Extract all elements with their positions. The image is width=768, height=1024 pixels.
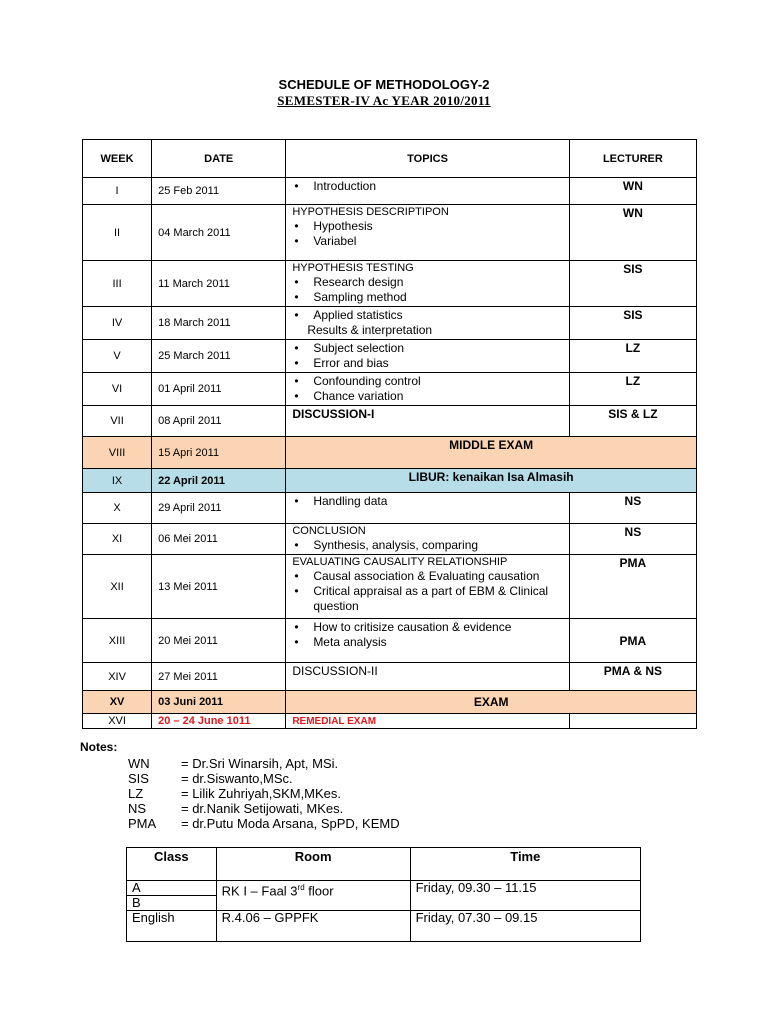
date-cell: 15 Apri 2011: [152, 437, 286, 469]
table-row: [83, 373, 697, 406]
topic-cell: [286, 340, 569, 373]
notes-list: [128, 756, 400, 831]
week-cell: XI: [83, 524, 152, 555]
lecturer-cell: WN: [569, 205, 696, 261]
topic-bullet: • Causal association & Evaluating causation: [292, 569, 564, 584]
topic-bullet: • Sampling method: [292, 290, 564, 305]
rooms-table: [126, 847, 641, 942]
topic-bullet: • How to critisize causation & evidence: [292, 620, 564, 635]
time-cell: Friday, 07.30 – 09.15: [410, 911, 640, 942]
table-row: [83, 178, 697, 205]
date-cell: 20 – 24 June 1011: [152, 714, 286, 729]
table-row: [83, 691, 697, 714]
class-cell: B: [127, 896, 217, 911]
page-title: SCHEDULE OF METHODOLOGY-2: [278, 77, 490, 92]
header-time: Time: [410, 848, 640, 881]
table-row: [83, 261, 697, 307]
week-cell: IX: [83, 469, 152, 493]
note-abbr: PMA: [128, 816, 157, 831]
table-row: [83, 205, 697, 261]
week-cell: I: [83, 178, 152, 205]
rooms-header-row: [127, 848, 641, 881]
topic-heading: CONCLUSION: [292, 525, 366, 537]
note-abbr: LZ: [128, 786, 144, 801]
lecturer-cell: NS: [569, 493, 696, 524]
schedule-table: [82, 139, 697, 729]
week-cell: VIII: [83, 437, 152, 469]
date-cell: 22 April 2011: [152, 469, 286, 493]
topic-cell: [286, 307, 569, 340]
date-cell: 29 April 2011: [152, 493, 286, 524]
topic-bullet: • Error and bias: [292, 356, 564, 371]
topic-line: Results & interpretation: [307, 323, 433, 337]
date-cell: 25 Feb 2011: [152, 178, 286, 205]
table-row: [127, 911, 641, 942]
notes-label: Notes:: [80, 740, 118, 754]
week-cell: II: [83, 205, 152, 261]
date-cell: 13 Mei 2011: [152, 555, 286, 619]
note-item: [128, 816, 400, 831]
date-cell: 01 April 2011: [152, 373, 286, 406]
date-cell: 20 Mei 2011: [152, 619, 286, 663]
note-item: [128, 786, 400, 801]
header-room: Room: [216, 848, 410, 881]
note-item: [128, 771, 400, 786]
week-cell: XVI: [83, 714, 152, 729]
header-date: DATE: [152, 140, 286, 178]
class-cell: English: [127, 911, 217, 942]
header-lecturer: LECTURER: [569, 140, 696, 178]
note-item: [128, 756, 400, 771]
time-cell: Friday, 09.30 – 11.15: [410, 881, 640, 911]
topic-bullet: • Subject selection: [292, 341, 564, 356]
date-cell: 27 Mei 2011: [152, 663, 286, 691]
middle-exam-cell: MIDDLE EXAM: [286, 437, 697, 469]
week-cell: IV: [83, 307, 152, 340]
topic-cell: [286, 406, 569, 437]
topic-bullet: • Critical appraisal as a part of EBM & Clinical question: [292, 584, 564, 614]
week-cell: XIV: [83, 663, 152, 691]
remedial-exam-cell: REMEDIAL EXAM: [286, 714, 569, 729]
exam-cell: EXAM: [286, 691, 697, 714]
header-class: Class: [127, 848, 217, 881]
topic-cell: [286, 205, 569, 261]
topic-heading: HYPOTHESIS DESCRIPTIPON: [292, 206, 449, 218]
topic-bullet: • Chance variation: [292, 389, 564, 404]
schedule-header-row: [83, 140, 697, 178]
page-subtitle: SEMESTER-IV Ac YEAR 2010/2011: [277, 93, 491, 108]
note-text: = dr.Nanik Setijowati, MKes.: [181, 801, 344, 816]
week-cell: XV: [83, 691, 152, 714]
date-cell: 18 March 2011: [152, 307, 286, 340]
holiday-cell: LIBUR: kenaikan Isa Almasih: [286, 469, 697, 493]
topic-heading: EVALUATING CAUSALITY RELATIONSHIP: [292, 556, 508, 568]
note-abbr: NS: [128, 801, 147, 816]
lecturer-cell: SIS: [569, 307, 696, 340]
note-abbr: SIS: [128, 771, 149, 786]
week-cell: VI: [83, 373, 152, 406]
lecturer-cell: PMA: [569, 619, 696, 663]
discussion-topic: DISCUSSION-I: [292, 407, 375, 421]
table-row: [83, 524, 697, 555]
table-row: [83, 663, 697, 691]
topic-bullet: • Confounding control: [292, 374, 564, 389]
room-text: RK I – Faal 3: [221, 883, 298, 899]
table-row: [83, 555, 697, 619]
topic-cell: [286, 663, 569, 691]
date-cell: 25 March 2011: [152, 340, 286, 373]
topic-bullet: • Meta analysis: [292, 635, 564, 650]
lecturer-cell: WN: [569, 178, 696, 205]
topic-cell: [286, 619, 569, 663]
topic-bullet: • Introduction: [292, 179, 564, 194]
note-text: = Lilik Zuhriyah,SKM,MKes.: [181, 786, 342, 801]
table-row: [83, 406, 697, 437]
date-cell: 11 March 2011: [152, 261, 286, 307]
date-cell: 04 March 2011: [152, 205, 286, 261]
table-row: [83, 469, 697, 493]
lecturer-cell: LZ: [569, 340, 696, 373]
date-cell: 03 Juni 2011: [152, 691, 286, 714]
lecturer-cell: PMA: [569, 555, 696, 619]
note-text: = dr.Siswanto,MSc.: [181, 771, 293, 786]
room-cell: R.4.06 – GPPFK: [216, 911, 410, 942]
topic-cell: [286, 261, 569, 307]
topic-bullet: • Applied statistics: [292, 308, 564, 323]
note-text: = Dr.Sri Winarsih, Apt, MSi.: [181, 756, 339, 771]
lecturer-cell: PMA & NS: [569, 663, 696, 691]
lecturer-cell: LZ: [569, 373, 696, 406]
date-cell: 06 Mei 2011: [152, 524, 286, 555]
table-row: [127, 881, 641, 896]
header-week: WEEK: [83, 140, 152, 178]
topic-bullet: • Handling data: [292, 494, 564, 509]
topic-heading: HYPOTHESIS TESTING: [292, 262, 414, 274]
topic-cell: [286, 373, 569, 406]
topic-bullet: • Synthesis, analysis, comparing: [292, 538, 564, 553]
lecturer-cell: SIS & LZ: [569, 406, 696, 437]
date-cell: 08 April 2011: [152, 406, 286, 437]
table-row: [83, 307, 697, 340]
table-row: [83, 493, 697, 524]
room-ordinal: rd: [297, 883, 305, 892]
week-cell: V: [83, 340, 152, 373]
lecturer-cell: NS: [569, 524, 696, 555]
discussion-topic: DISCUSSION-II: [292, 664, 378, 678]
week-cell: XII: [83, 555, 152, 619]
note-item: [128, 801, 400, 816]
room-cell: [216, 881, 410, 911]
note-text: = dr.Putu Moda Arsana, SpPD, KEMD: [181, 816, 400, 831]
week-cell: XIII: [83, 619, 152, 663]
table-row: [83, 619, 697, 663]
week-cell: III: [83, 261, 152, 307]
topic-cell: [286, 555, 569, 619]
class-cell: A: [127, 881, 217, 896]
room-tail: floor: [304, 883, 334, 899]
table-row: [83, 437, 697, 469]
week-cell: VII: [83, 406, 152, 437]
lecturer-cell: [569, 714, 696, 729]
topic-bullet: • Research design: [292, 275, 564, 290]
lecturer-cell: SIS: [569, 261, 696, 307]
note-abbr: WN: [128, 756, 150, 771]
topic-bullet: • Variabel: [292, 234, 564, 249]
header-topics: TOPICS: [286, 140, 569, 178]
week-cell: X: [83, 493, 152, 524]
topic-cell: [286, 178, 569, 205]
topic-cell: [286, 524, 569, 555]
table-row: [83, 714, 697, 729]
topic-cell: [286, 493, 569, 524]
topic-bullet: • Hypothesis: [292, 219, 564, 234]
table-row: [83, 340, 697, 373]
